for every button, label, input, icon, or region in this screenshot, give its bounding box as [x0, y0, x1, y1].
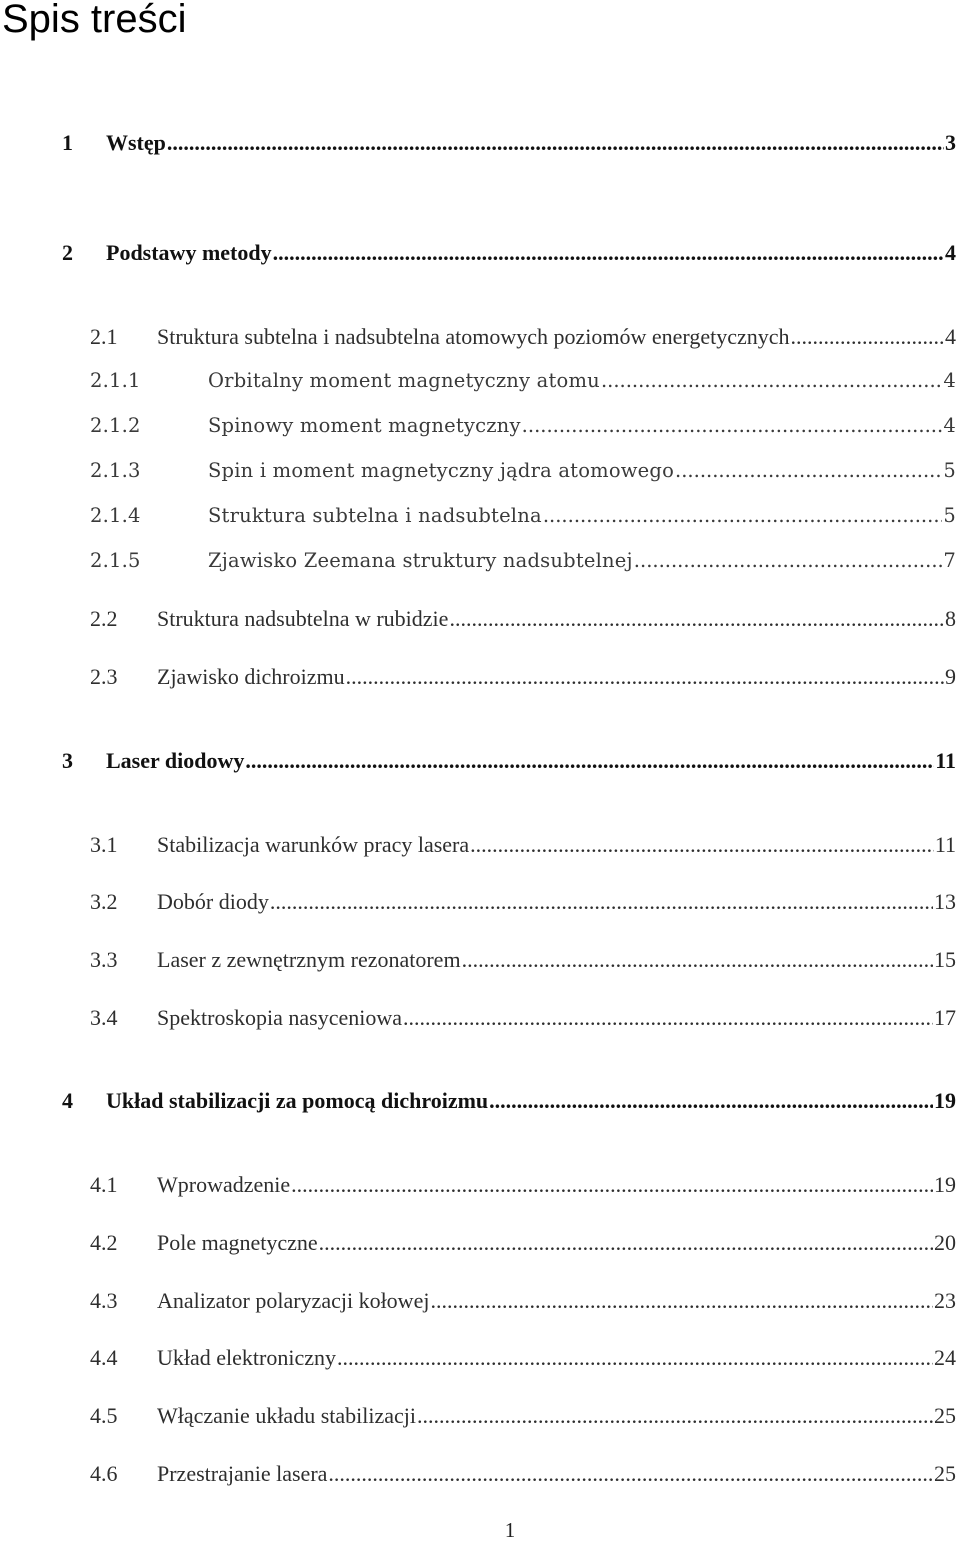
toc-entry-title: Laser diodowy [106, 748, 245, 773]
toc-entry-2-1-2[interactable] [90, 414, 956, 444]
toc-entry-page: 3 [945, 130, 956, 155]
toc-entry-page: 20 [934, 1230, 956, 1255]
toc-entry-number: 2.1.1 [90, 369, 141, 392]
toc-dot-leader [273, 240, 944, 266]
toc-entry-number: 2.2 [90, 606, 118, 631]
toc-entry-title: Zjawisko dichroizmu [157, 664, 345, 689]
toc-dot-leader [430, 1288, 933, 1314]
toc-entry-title: Dobór diody [157, 889, 269, 914]
toc-entry-page: 4 [945, 324, 956, 349]
toc-entry-4[interactable] [62, 1088, 956, 1118]
toc-entry-number: 2.1.4 [90, 504, 141, 527]
toc-dot-leader [337, 1345, 933, 1371]
toc-entry-number: 2.1.3 [90, 459, 141, 482]
toc-entry-4-4[interactable] [90, 1345, 956, 1375]
toc-entry-1[interactable] [62, 130, 956, 160]
toc-entry-4-6[interactable] [90, 1461, 956, 1491]
toc-entry-2-2[interactable] [90, 606, 956, 636]
toc-entry-3[interactable] [62, 748, 956, 778]
toc-entry-page: 5 [943, 504, 956, 527]
toc-dot-leader [462, 947, 933, 973]
toc-entry-page: 19 [934, 1088, 956, 1113]
toc-entry-3-1[interactable] [90, 832, 956, 862]
toc-entry-title: Spin i moment magnetyczny jądra atomowego [208, 459, 675, 482]
toc-entry-4-5[interactable] [90, 1403, 956, 1433]
toc-entry-4-3[interactable] [90, 1288, 956, 1318]
toc-entry-title: Pole magnetyczne [157, 1230, 318, 1255]
toc-entry-3-3[interactable] [90, 947, 956, 977]
toc-entry-number: 3 [62, 748, 73, 773]
toc-dot-leader [346, 664, 944, 690]
toc-entry-number: 4.3 [90, 1288, 118, 1313]
toc-dot-leader [319, 1230, 933, 1256]
toc-entry-title: Struktura nadsubtelna w rubidzie [157, 606, 449, 631]
toc-entry-title: Włączanie układu stabilizacji [157, 1403, 416, 1428]
toc-entry-number: 4.4 [90, 1345, 118, 1370]
toc-entry-number: 4.6 [90, 1461, 118, 1486]
toc-entry-page: 4 [943, 414, 956, 437]
toc-dot-leader [675, 459, 942, 482]
toc-entry-page: 4 [945, 240, 956, 265]
toc-entry-3-2[interactable] [90, 889, 956, 919]
toc-entry-page: 7 [943, 549, 956, 572]
toc-dot-leader [634, 549, 943, 572]
toc-entry-title: Orbitalny moment magnetyczny atomu [208, 369, 600, 392]
toc-dot-leader [403, 1005, 933, 1031]
toc-entry-4-1[interactable] [90, 1172, 956, 1202]
toc-entry-page: 8 [945, 606, 956, 631]
toc-entry-page: 19 [934, 1172, 956, 1197]
toc-entry-title: Wprowadzenie [157, 1172, 291, 1197]
toc-entry-title: Analizator polaryzacji kołowej [157, 1288, 430, 1313]
toc-entry-title: Spinowy moment magnetyczny [208, 414, 521, 437]
page-title: Spis treści [2, 0, 187, 41]
toc-dot-leader [470, 832, 934, 858]
toc-dot-leader [522, 414, 943, 437]
toc-entry-2-1[interactable] [90, 324, 956, 354]
toc-dot-leader [601, 369, 942, 392]
toc-entry-title: Stabilizacja warunków pracy lasera [157, 832, 470, 857]
toc-entry-number: 3.1 [90, 832, 118, 857]
toc-entry-page: 17 [934, 1005, 956, 1030]
toc-entry-number: 2.1.2 [90, 414, 141, 437]
toc-entry-page: 23 [934, 1288, 956, 1313]
toc-dot-leader [245, 748, 934, 774]
toc-entry-2-3[interactable] [90, 664, 956, 694]
toc-entry-page: 25 [934, 1403, 956, 1428]
toc-dot-leader [449, 606, 944, 632]
toc-entry-number: 2 [62, 240, 73, 265]
toc-entry-title: Struktura subtelna i nadsubtelna [208, 504, 542, 527]
toc-entry-number: 4.1 [90, 1172, 118, 1197]
toc-entry-4-2[interactable] [90, 1230, 956, 1260]
toc-entry-title: Układ elektroniczny [157, 1345, 336, 1370]
toc-entry-page: 9 [945, 664, 956, 689]
toc-entry-number: 2.1.5 [90, 549, 141, 572]
toc-dot-leader [417, 1403, 933, 1429]
toc-entry-page: 5 [943, 459, 956, 482]
toc-entry-title: Struktura subtelna i nadsubtelna atomowych poziomów energetycznych [157, 324, 790, 349]
toc-entry-page: 15 [934, 947, 956, 972]
toc-dot-leader [291, 1172, 933, 1198]
toc-entry-2-1-4[interactable] [90, 504, 956, 534]
toc-entry-number: 3.4 [90, 1005, 118, 1030]
toc-entry-number: 3.3 [90, 947, 118, 972]
toc-entry-page: 4 [943, 369, 956, 392]
toc-dot-leader [791, 324, 944, 350]
toc-entry-number: 4 [62, 1088, 73, 1113]
toc-dot-leader [543, 504, 943, 527]
toc-entry-title: Wstęp [106, 130, 166, 155]
toc-entry-2-1-5[interactable] [90, 549, 956, 579]
toc-entry-title: Przestrajanie lasera [157, 1461, 328, 1486]
toc-dot-leader [328, 1461, 933, 1487]
toc-entry-number: 1 [62, 130, 73, 155]
toc-dot-leader [167, 130, 944, 156]
toc-dot-leader [489, 1088, 933, 1114]
toc-entry-title: Układ stabilizacji za pomocą dichroizmu [106, 1088, 489, 1113]
toc-entry-number: 4.2 [90, 1230, 118, 1255]
toc-entry-title: Laser z zewnętrznym rezonatorem [157, 947, 461, 972]
toc-entry-page: 11 [934, 832, 956, 857]
page-number: 1 [504, 1518, 516, 1542]
toc-entry-title: Spektroskopia nasyceniowa [157, 1005, 402, 1030]
toc-entry-2-1-3[interactable] [90, 459, 956, 489]
toc-entry-page: 24 [934, 1345, 956, 1370]
toc-entry-page: 11 [935, 748, 956, 773]
toc-entry-number: 2.1 [90, 324, 118, 349]
toc-entry-2-1-1[interactable] [90, 369, 956, 399]
toc-entry-number: 3.2 [90, 889, 118, 914]
toc-entry-3-4[interactable] [90, 1005, 956, 1035]
toc-entry-page: 25 [934, 1461, 956, 1486]
toc-entry-number: 4.5 [90, 1403, 118, 1428]
toc-entry-2[interactable] [62, 240, 956, 270]
toc-entry-page: 13 [934, 889, 956, 914]
toc-entry-number: 2.3 [90, 664, 118, 689]
toc-dot-leader [270, 889, 933, 915]
toc-entry-title: Zjawisko Zeemana struktury nadsubtelnej [208, 549, 633, 572]
toc-entry-title: Podstawy metody [106, 240, 272, 265]
